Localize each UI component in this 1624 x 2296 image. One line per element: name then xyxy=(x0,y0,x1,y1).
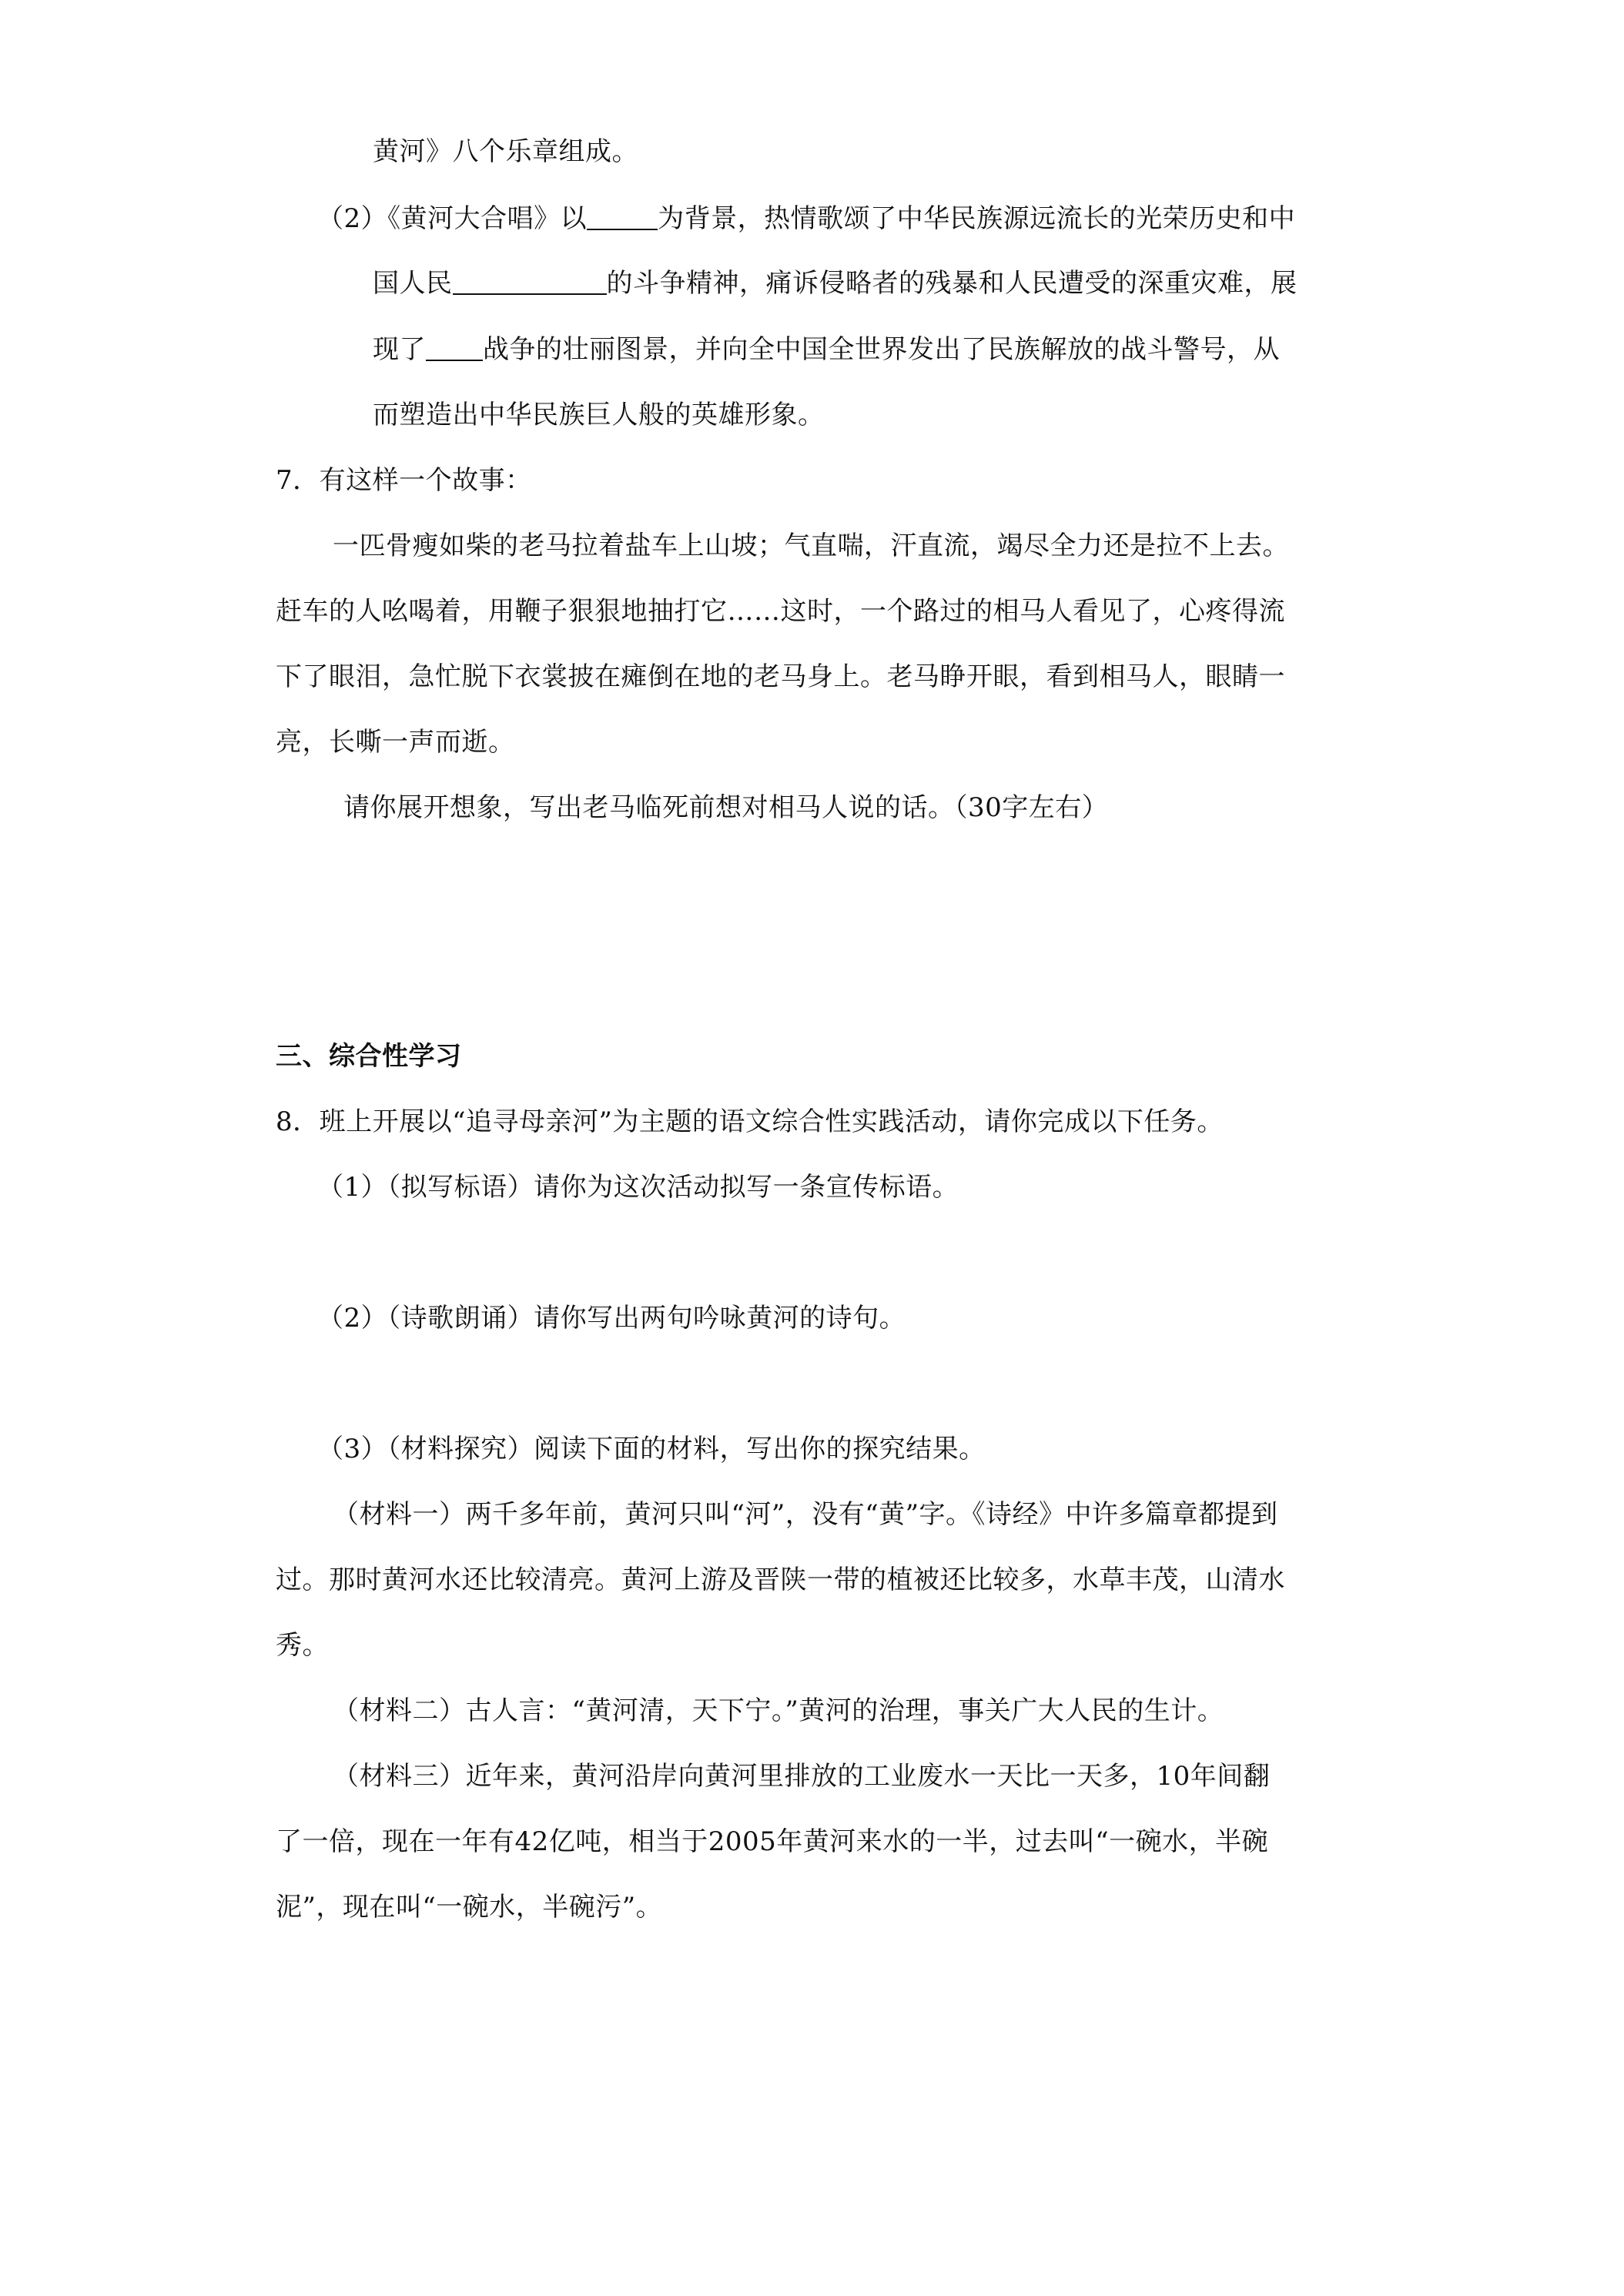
line-text: （材料三）近年来，黄河沿岸向黄河里排放的工业废水一天比一天多，10年间翻 xyxy=(333,1761,1271,1792)
paragraph-line xyxy=(333,529,1289,563)
task-2 xyxy=(317,1301,906,1335)
line-text: （材料二）古人言：“黄河清，天下宁。”黄河的治理，事关广大人民的生计。 xyxy=(333,1695,1224,1726)
line-text: 亮，长嘶一声而逝。 xyxy=(276,727,515,758)
paragraph-line xyxy=(276,1628,329,1662)
question-6-2 xyxy=(317,202,1295,236)
text-line xyxy=(373,266,1298,300)
paragraph-line xyxy=(276,1563,1285,1597)
text-line xyxy=(373,135,638,169)
line-text: 8．班上开展以“追寻母亲河”为主题的语文综合性实践活动，请你完成以下任务。 xyxy=(276,1106,1224,1137)
paragraph-line xyxy=(276,1890,662,1924)
line-text: 7．有这样一个故事： xyxy=(276,465,532,496)
paragraph-line xyxy=(276,660,1285,694)
answer-blank[interactable] xyxy=(587,206,658,230)
line-text: （1）（拟写标语）请你为这次活动拟写一条宣传标语。 xyxy=(317,1172,959,1203)
paragraph-line xyxy=(276,594,1285,628)
line-text: 下了眼泪，急忙脱下衣裳披在瘫倒在地的老马身上。老马睁开眼，看到相马人，眼睛一 xyxy=(276,661,1285,692)
line-text: 赶车的人吆喝着，用鞭子狠狠地抽打它……这时，一个路过的相马人看见了，心疼得流 xyxy=(276,596,1285,627)
material-2 xyxy=(333,1694,1224,1728)
line-text: 秀。 xyxy=(276,1630,329,1661)
question-7 xyxy=(276,464,532,497)
line-text: （3）（材料探究）阅读下面的材料，写出你的探究结果。 xyxy=(317,1434,986,1464)
paragraph-line xyxy=(276,725,515,759)
line-text: 请你展开想象，写出老马临死前想对相马人说的话。（30字左右） xyxy=(343,792,1109,823)
text-line xyxy=(373,398,825,432)
line-text: 国人民 xyxy=(373,268,453,299)
line-text: 了一倍，现在一年有42亿吨，相当于2005年黄河来水的一半，过去叫“一碗水，半碗 xyxy=(276,1826,1269,1857)
material-3 xyxy=(333,1759,1270,1793)
heading-text: 三、综合性学习 xyxy=(276,1041,462,1072)
text-line xyxy=(373,333,1280,366)
line-text: 现了 xyxy=(373,334,426,365)
line-text: 的斗争精神，痛诉侵略者的残暴和人民遭受的深重灾难，展 xyxy=(606,268,1298,299)
line-text: 战争的壮丽图景，并向全中国全世界发出了民族解放的战斗警号，从 xyxy=(483,334,1280,365)
answer-blank[interactable] xyxy=(453,270,607,295)
task-3 xyxy=(317,1432,986,1466)
question-8 xyxy=(276,1105,1224,1139)
line-text: 一匹骨瘦如柴的老马拉着盐车上山坡；气直喘，汗直流，竭尽全力还是拉不上去。 xyxy=(333,530,1289,561)
line-text: 过。那时黄河水还比较清亮。黄河上游及晋陕一带的植被还比较多，水草丰茂，山清水 xyxy=(276,1565,1285,1595)
question-prompt xyxy=(343,791,1108,825)
line-text: （2）《黄河大合唱》以 xyxy=(317,203,588,234)
line-text: 为背景，热情歌颂了中华民族源远流长的光荣历史和中 xyxy=(658,203,1296,234)
task-1 xyxy=(317,1170,959,1204)
section-heading xyxy=(276,1039,462,1073)
line-text: 泥”，现在叫“一碗水，半碗污”。 xyxy=(276,1892,663,1923)
line-text: 黄河》八个乐章组成。 xyxy=(373,136,638,167)
line-text: （2）（诗歌朗诵）请你写出两句吟咏黄河的诗句。 xyxy=(317,1303,906,1334)
line-text: 而塑造出中华民族巨人般的英雄形象。 xyxy=(373,400,825,430)
paragraph-line xyxy=(276,1825,1268,1859)
answer-blank[interactable] xyxy=(426,336,483,361)
material-1 xyxy=(333,1498,1278,1531)
line-text: （材料一）两千多年前，黄河只叫“河”，没有“黄”字。《诗经》中许多篇章都提到 xyxy=(333,1499,1278,1530)
